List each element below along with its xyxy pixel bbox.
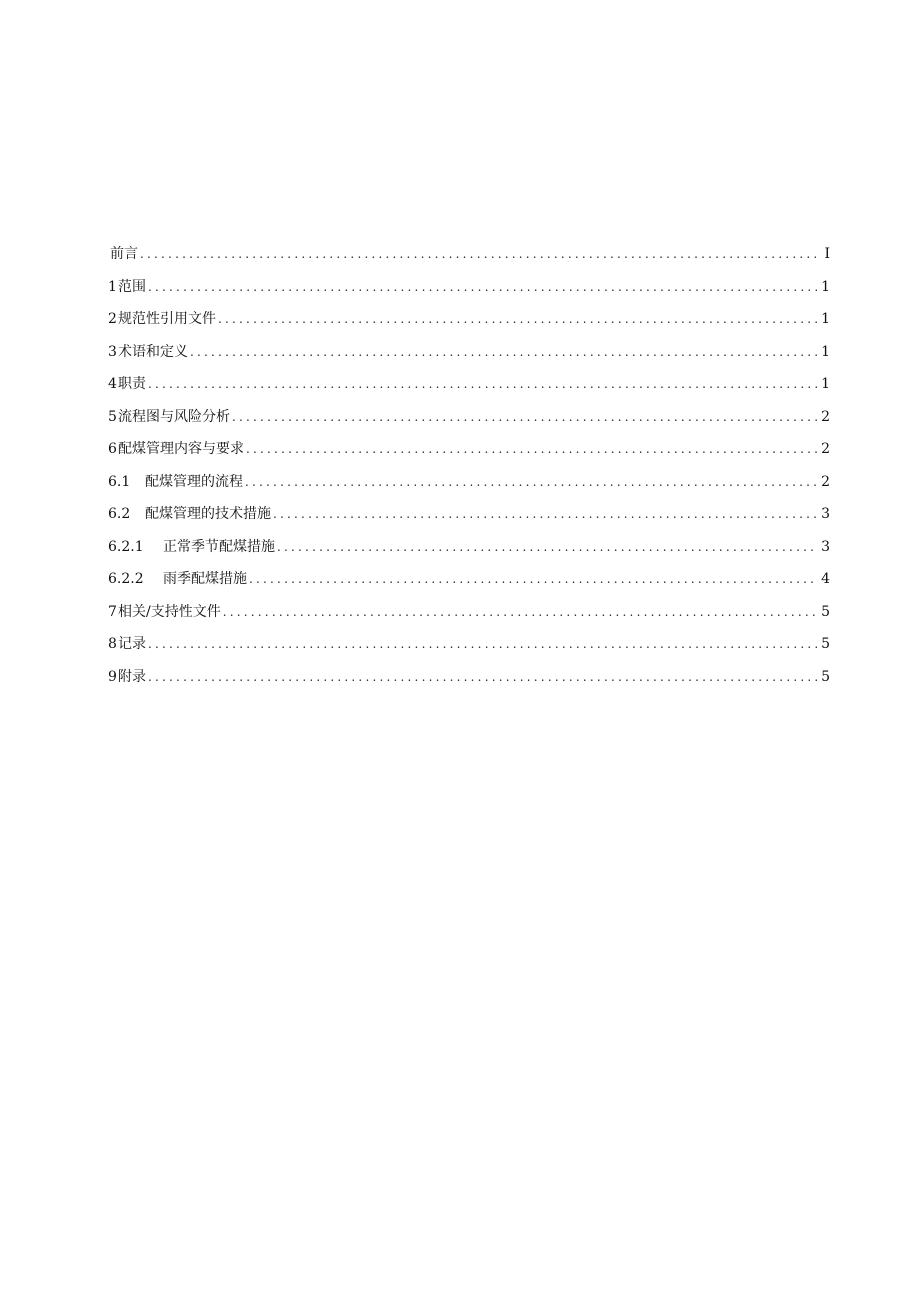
toc-entry-title: 正常季节配煤措施 <box>163 538 275 555</box>
toc-entry-page: 1 <box>821 376 830 392</box>
toc-entry-number: 4 <box>108 376 117 392</box>
toc-entry-1[interactable] <box>108 271 830 304</box>
toc-entry-page: 3 <box>821 506 830 522</box>
toc-entry-6-2-1[interactable] <box>108 531 830 564</box>
toc-dot-leader <box>277 531 818 564</box>
toc-entry-label <box>108 303 216 336</box>
toc-dot-leader <box>245 466 818 499</box>
toc-entry-number: 6.2 <box>108 506 131 522</box>
toc-entry-foreword[interactable] <box>108 238 830 271</box>
toc-dot-leader <box>218 303 818 336</box>
toc-entry-page: 1 <box>821 311 830 327</box>
toc-entry-page: 2 <box>821 408 830 425</box>
toc-dot-leader <box>249 563 818 596</box>
toc-entry-label <box>108 628 146 661</box>
toc-dot-leader <box>148 628 818 661</box>
toc-entry-page: 2 <box>821 441 830 457</box>
toc-entry-number: 9 <box>108 668 117 685</box>
toc-entry-label <box>108 336 188 369</box>
toc-entry-page: 5 <box>821 636 830 652</box>
toc-entry-6[interactable] <box>108 433 830 466</box>
toc-entry-title: 附录 <box>118 668 146 685</box>
toc-entry-label <box>108 661 146 694</box>
toc-entry-title: 流程图与风险分析 <box>118 408 230 425</box>
toc-entry-title: 记录 <box>118 636 146 652</box>
toc-entry-label <box>108 596 221 629</box>
toc-entry-label <box>108 433 244 466</box>
toc-dot-leader <box>148 271 818 304</box>
toc-entry-label <box>108 498 271 531</box>
toc-entry-page: 5 <box>821 668 830 685</box>
toc-dot-leader <box>190 336 818 369</box>
toc-entry-page: 1 <box>821 278 830 295</box>
toc-entry-title: 职责 <box>118 376 146 392</box>
toc-entry-5[interactable] <box>108 401 830 434</box>
toc-entry-number: 6.2.1 <box>108 538 144 555</box>
toc-entry-6-2[interactable] <box>108 498 830 531</box>
toc-entry-7[interactable] <box>108 596 830 629</box>
toc-entry-6-2-2[interactable] <box>108 563 830 596</box>
toc-entry-number: 6.1 <box>108 473 131 490</box>
toc-entry-page: 4 <box>821 571 830 587</box>
toc-entry-6-1[interactable] <box>108 466 830 499</box>
table-of-contents <box>108 238 830 693</box>
toc-entry-label <box>108 368 146 401</box>
toc-dot-leader <box>246 433 818 466</box>
toc-entry-title: 雨季配煤措施 <box>163 571 247 587</box>
toc-entry-title: 前言 <box>110 246 138 262</box>
toc-entry-title: 范围 <box>118 278 146 295</box>
toc-entry-label <box>108 563 247 596</box>
toc-entry-number: 6.2.2 <box>108 571 144 587</box>
toc-dot-leader <box>232 401 818 434</box>
toc-entry-page: 2 <box>821 473 830 490</box>
toc-entry-page: 3 <box>821 538 830 555</box>
toc-entry-9[interactable] <box>108 661 830 694</box>
toc-entry-label <box>108 401 230 434</box>
toc-entry-number: 6 <box>108 441 117 457</box>
toc-entry-title: 配煤管理的技术措施 <box>145 506 271 522</box>
toc-dot-leader <box>148 368 818 401</box>
toc-entry-title: 配煤管理的流程 <box>145 473 243 490</box>
toc-entry-8[interactable] <box>108 628 830 661</box>
toc-entry-label <box>108 531 275 564</box>
toc-entry-label <box>108 466 243 499</box>
toc-entry-number: 8 <box>108 636 117 652</box>
toc-entry-2[interactable] <box>108 303 830 336</box>
toc-entry-title: 相关/支持性文件 <box>118 603 221 620</box>
toc-entry-title: 配煤管理内容与要求 <box>118 441 244 457</box>
toc-dot-leader <box>223 596 818 629</box>
toc-dot-leader <box>273 498 818 531</box>
toc-entry-number: 5 <box>108 408 117 425</box>
toc-entry-number: 1 <box>108 278 117 295</box>
toc-entry-number: 3 <box>108 343 117 360</box>
toc-entry-title: 规范性引用文件 <box>118 311 216 327</box>
toc-entry-number: 7 <box>108 603 117 620</box>
toc-entry-page: 5 <box>821 603 830 620</box>
toc-entry-number: 2 <box>108 311 117 327</box>
toc-entry-3[interactable] <box>108 336 830 369</box>
toc-dot-leader <box>140 238 819 271</box>
toc-dot-leader <box>148 661 818 694</box>
toc-entry-page: I <box>824 246 830 262</box>
toc-entry-page: 1 <box>821 343 830 360</box>
toc-entry-label <box>108 271 146 304</box>
toc-entry-4[interactable] <box>108 368 830 401</box>
toc-entry-title: 术语和定义 <box>118 343 188 360</box>
